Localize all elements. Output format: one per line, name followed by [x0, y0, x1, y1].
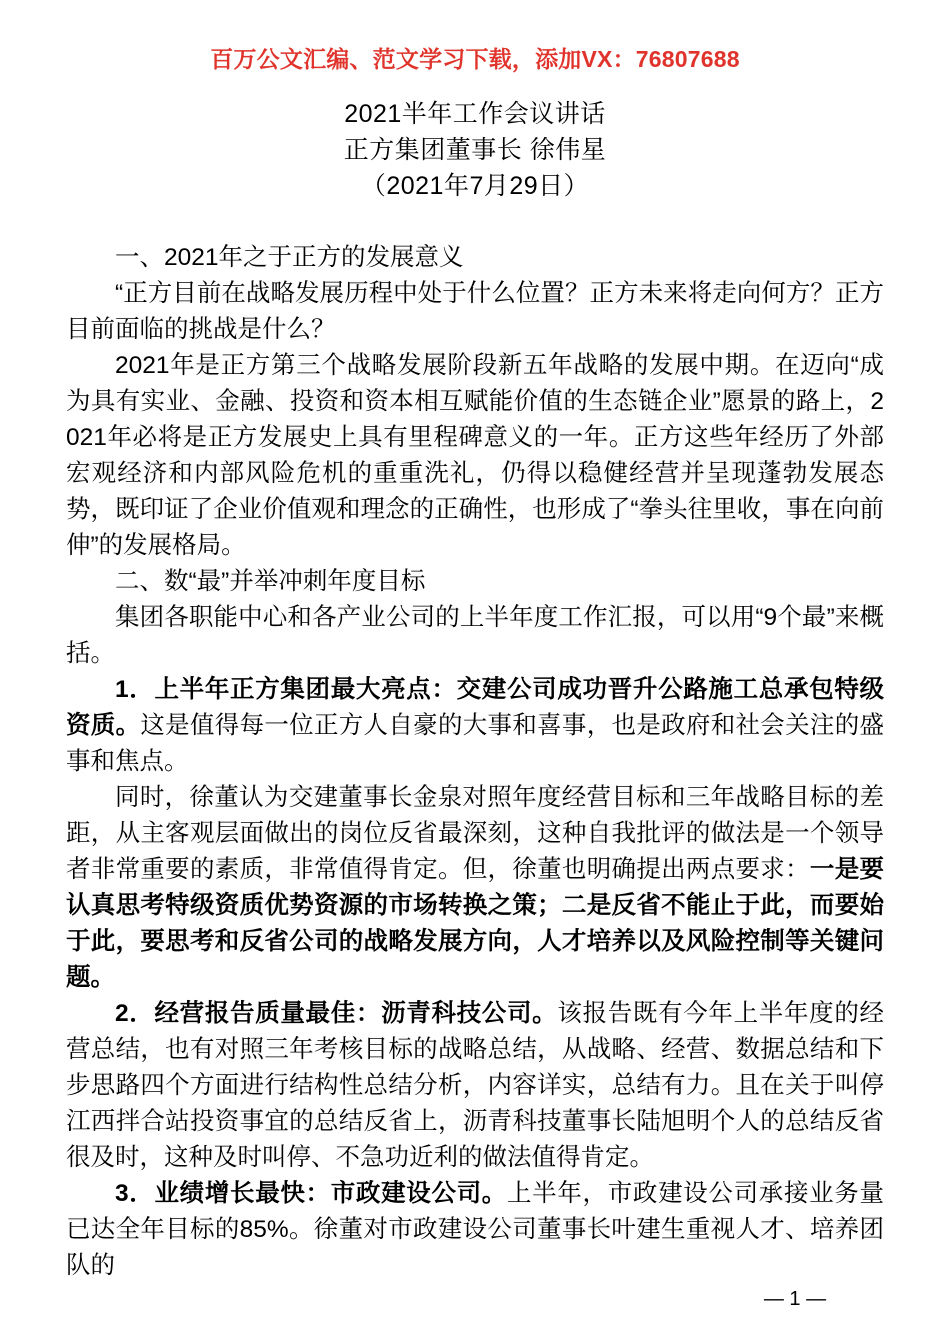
- list-item-three: [66, 1176, 884, 1284]
- list-item-three-lead: 3．业绩增长最快：市政建设公司。: [115, 1180, 507, 1207]
- paragraph-xu-dong-normal: 同时，徐董认为交建董事长金泉对照年度经营目标和三年战略目标的差距，从主客观层面做出的岗位反省最深刻，这种自我批评的做法是一个领导者非常重要的素质，非常值得肯定。但，徐董也明确提出两点要求：: [66, 784, 884, 883]
- list-item-two: [66, 996, 884, 1176]
- section-heading-two: 二、数“最”并举冲刺年度目标: [115, 568, 426, 595]
- section-heading-one: 一、2021年之于正方的发展意义: [115, 244, 464, 271]
- document-body: [66, 240, 884, 1284]
- list-item-two-lead: 2．经营报告质量最佳：沥青科技公司。: [115, 1000, 558, 1027]
- list-item-two-body: 该报告既有今年上半年度的经营总结，也有对照三年考核目标的战略总结，从战略、经营、数据总结和下步思路四个方面进行结构性总结分析，内容详实，总结有力。且在关于叫停江西拌合站投资事宜的总结反省上，沥青科技董事长陆旭明个人的总结反省很及时，这种及时叫停、不急功近利的做法值得肯定。: [66, 1000, 885, 1171]
- list-item-one: [66, 672, 884, 780]
- page-number: — 1 —: [763, 1288, 827, 1310]
- paragraph-opening-questions: “正方目前在战略发展历程中处于什么位置？正方未来将走向何方？正方目前面临的挑战是什么？: [66, 280, 884, 343]
- title-line-3: （2021年7月29日）: [360, 172, 590, 200]
- page-footer: [0, 1286, 950, 1312]
- paragraph-strategy-midterm: 2021年是正方第三个战略发展阶段新五年战略的发展中期。在迈向“成为具有实业、金融、投资和资本相互赋能价值的生态链企业”愿景的路上，2021年必将是正方发展史上具有里程碑意义的一年。正方这些年经历了外部宏观经济和内部风险危机的重重洗礼，仍得以稳健经营并呈现蓬勃发展态势，既印证了企业价值观和理念的正确性，也形成了“拳头往里收，事在向前伸”的发展格局。: [66, 352, 884, 559]
- promo-banner-text: 百万公文汇编、范文学习下载，添加VX：76807688: [210, 46, 740, 72]
- list-item-one-body: 这是值得每一位正方人自豪的大事和喜事，也是政府和社会关注的盛事和焦点。: [66, 712, 884, 775]
- paragraph-nine-bests: 集团各职能中心和各产业公司的上半年度工作汇报，可以用“9个最”来概括。: [66, 604, 884, 667]
- document-title-block: [0, 96, 950, 204]
- title-line-1: 2021半年工作会议讲话: [344, 100, 606, 128]
- paragraph-xu-dong-requirements: [66, 780, 884, 996]
- title-line-2: 正方集团董事长 徐伟星: [343, 136, 607, 164]
- paragraph-xu-dong-bold: 一是要认真思考特级资质优势资源的市场转换之策；二是反省不能止于此，而要始于此，要思考和反省公司的战略发展方向，人才培养以及风险控制等关键问题。: [66, 856, 884, 991]
- list-item-one-lead: 1．上半年正方集团最大亮点：交建公司成功晋升公路施工总承包特级资质。: [66, 676, 884, 739]
- list-item-three-body: 上半年，市政建设公司承接业务量已达全年目标的85%。徐董对市政建设公司董事长叶建生重视人才、培养团队的: [66, 1180, 885, 1279]
